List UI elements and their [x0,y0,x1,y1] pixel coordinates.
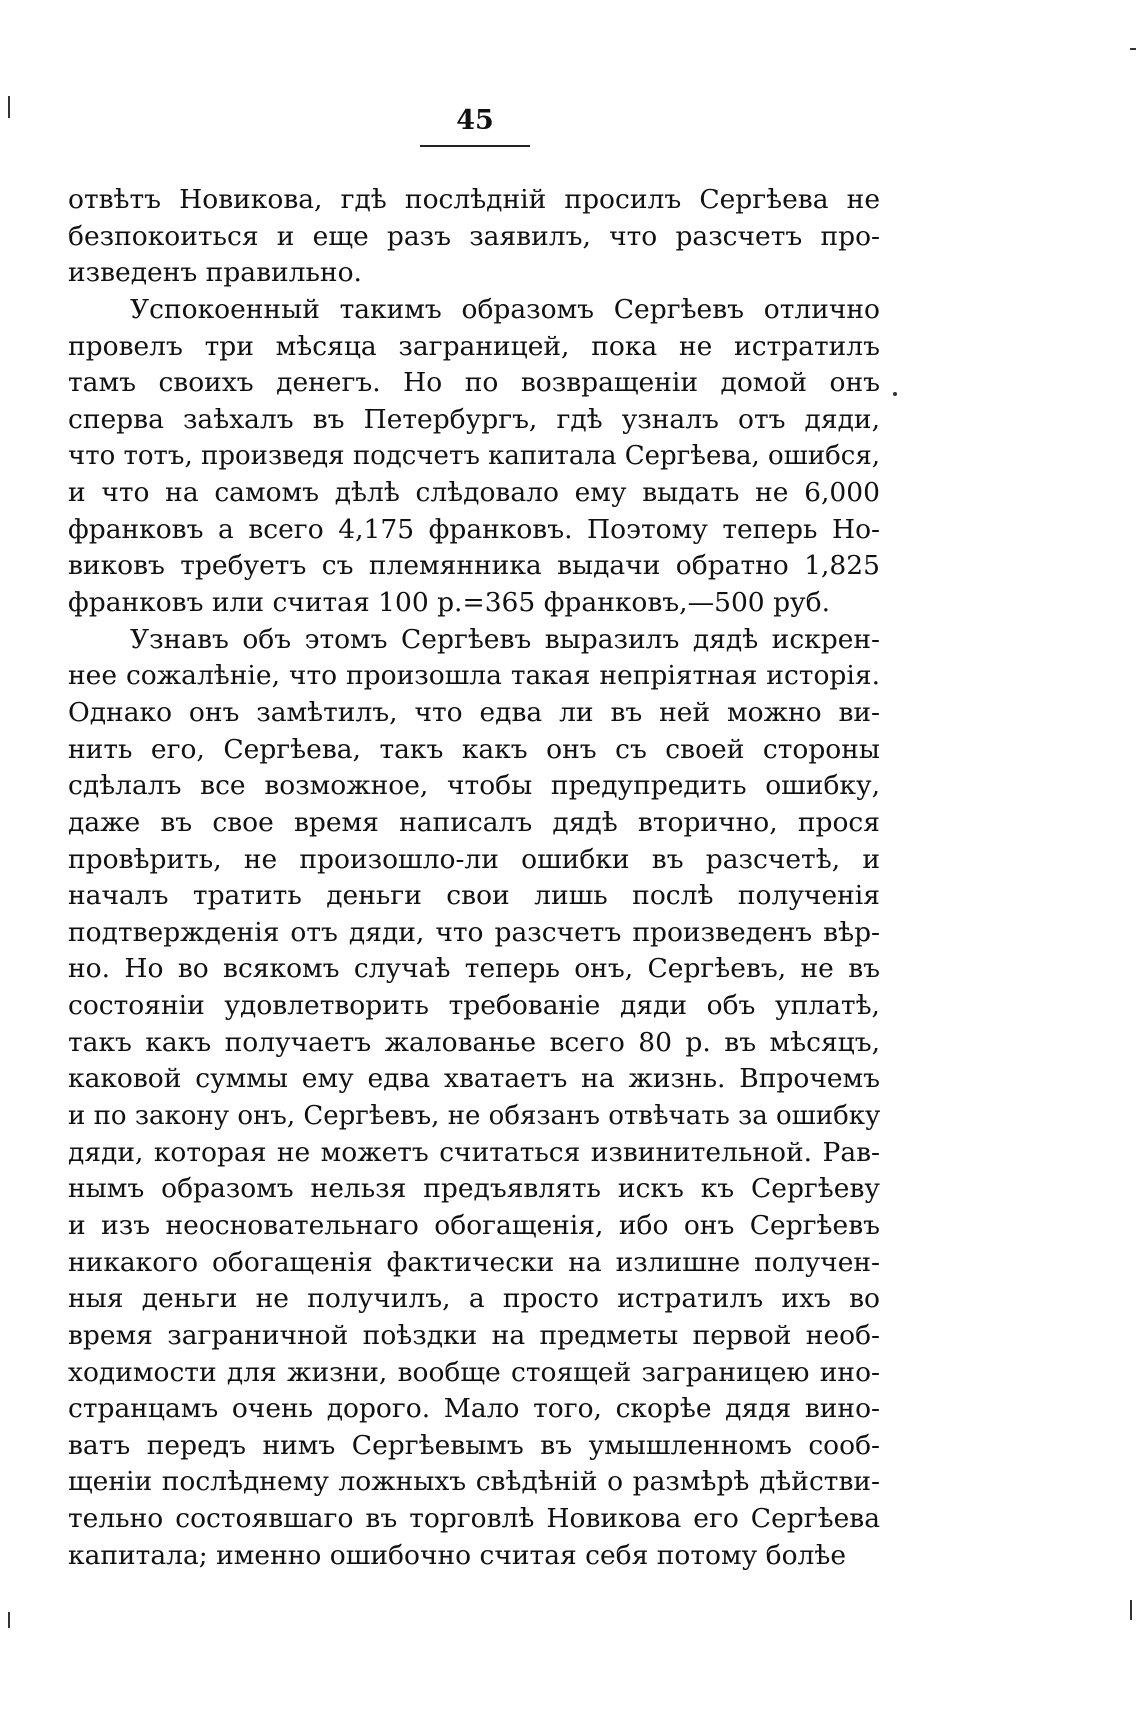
text-line: состоянiи удовлетворить требованiе дяди объ уплатѣ, [68,990,880,1022]
body-text [68,182,880,1574]
text-line: виковъ требуетъ съ племянника выдачи обратно 1,825 [68,550,880,582]
text-line: ходимости для жизни, вообще стоящей заграницею ино- [68,1356,880,1388]
text-line: Успокоенный такимъ образомъ Сергѣевъ отлично [130,293,880,325]
text-line: каковой суммы ему едва хватаетъ на жизнь. Впрочемъ [68,1063,880,1095]
text-line: что тотъ, произведя подсчетъ капитала Сергѣева, ошибся, [68,441,880,472]
text-line: Однако онъ замѣтилъ, что едва ли въ ней можно ви- [68,696,880,728]
text-line: франковъ а всего 4,175 франковъ. Поэтому теперь Но- [68,513,880,545]
text-line: никакого обогащенiя фактически на излишне получен- [68,1246,880,1278]
scan-mark-left-bottom [8,1612,10,1628]
text-line: время заграничной поѣздки на предметы первой необ- [68,1319,880,1351]
text-line: провелъ три мѣсяца заграницей, пока не истратилъ [68,330,880,362]
text-line: капитала; именно ошибочно считая себя потому болѣе [68,1539,847,1571]
text-line: безпокоиться и еще разъ заявилъ, что разсчетъ про- [68,220,880,252]
text-line: щенiи послѣднему ложныхъ свѣдѣнiй о размѣрѣ дѣйстви- [68,1466,880,1498]
text-line: сперва заѣхалъ въ Петербургъ, гдѣ узналъ отъ дяди, [68,403,880,435]
text-line: и изъ неосновательнаго обогащенiя, ибо онъ Сергѣевъ [68,1209,880,1241]
text-line: франковъ или считая 100 р.=365 франковъ,—500 руб. [68,587,831,619]
text-line: ватъ передъ нимъ Сергѣевымъ въ умышленномъ сооб- [68,1429,880,1461]
text-line: сдѣлалъ все возможное, чтобы предупредить ошибку, [68,770,880,802]
text-line: даже въ свое время написалъ дядѣ вторично, прося [68,806,880,838]
page-number-rule [420,145,530,147]
text-line: и по закону онъ, Сергѣевъ, не обязанъ отвѣчать за ошибку [68,1101,880,1132]
scan-mark-right-top [1130,48,1136,50]
text-line: подтвержденiя отъ дяди, что разсчетъ произведенъ вѣр- [68,916,880,948]
scan-dot [893,392,897,396]
text-line: началъ тратить деньги свои лишь послѣ полученiя [68,880,880,912]
text-line: странцамъ очень дорого. Мало того, скорѣе дядя вино- [68,1393,880,1425]
text-line: тельно состоявшаго въ торговлѣ Новикова его Сергѣева [68,1503,880,1535]
text-line: но. Но во всякомъ случаѣ теперь онъ, Сергѣевъ, не въ [68,953,880,985]
text-line: нее сожалѣнiе, что произошла такая непрiятная исторiя. [68,660,880,692]
text-line: нымъ образомъ нельзя предъявлять искъ къ Сергѣеву [68,1173,880,1205]
text-line: изведенъ правильно. [68,257,362,289]
text-line: тамъ своихъ денегъ. Но по возвращенiи домой онъ [68,367,880,399]
page-number: 45 [456,105,494,136]
text-line: ныя деньги не получилъ, а просто истратилъ ихъ во [68,1283,880,1315]
scan-mark-right-bottom [1130,1600,1132,1620]
text-line: провѣрить, не произошло-ли ошибки въ разсчетѣ, и [68,843,880,875]
text-line: и что на самомъ дѣлѣ слѣдовало ему выдать не 6,000 [68,477,880,509]
text-line: такъ какъ получаетъ жалованье всего 80 р. въ мѣсяцъ, [68,1026,880,1058]
text-line: дяди, которая не можетъ считаться извинительной. Рав- [68,1136,880,1168]
text-line: нить его, Сергѣева, такъ какъ онъ съ своей стороны [68,733,880,765]
scan-mark-left-top [8,96,10,118]
text-line: Узнавъ объ этомъ Сергѣевъ выразилъ дядѣ искрен- [130,623,880,655]
text-line: отвѣтъ Новикова, гдѣ послѣднiй просилъ Сергѣева не [68,184,880,215]
